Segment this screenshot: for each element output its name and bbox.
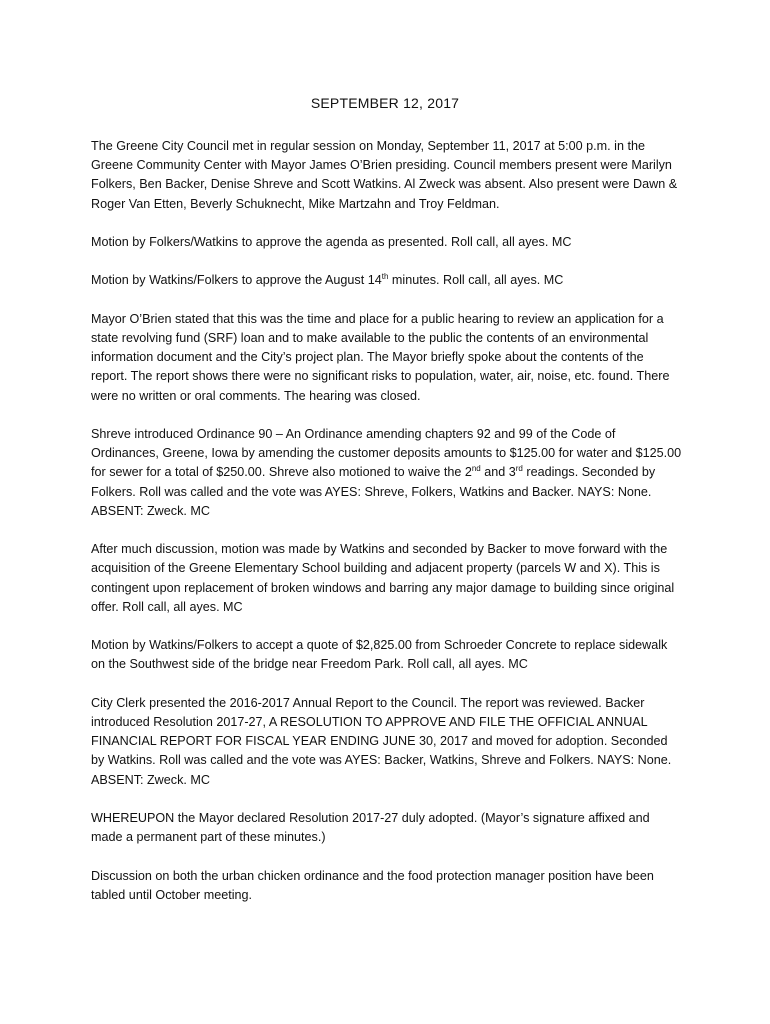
minutes-paragraph	[91, 233, 683, 252]
paragraph-text: Motion by Watkins/Folkers to accept a quote of $2,825.00 from Schroeder Concrete to replace sidewalk on the Southwest side of the bridge near Freedom Park. Roll call, all ayes. MC	[91, 638, 668, 672]
paragraph-text: Shreve introduced Ordinance 90 – An Ordinance amending chapters 92 and 99 of the Code of Ordinances, Greene, Iowa by amending the customer deposits amounts to $125.00 for water and $125.00 for sewer for a total of $250.00. Shreve also motioned to waive the 2	[91, 426, 682, 480]
minutes-paragraph	[91, 310, 683, 406]
ordinal-suffix: rd	[515, 464, 523, 474]
paragraph-text: Motion by Folkers/Watkins to approve the agenda as presented. Roll call, all ayes. MC	[91, 235, 572, 249]
paragraph-text: readings. Seconded by Folkers. Roll was called and the vote was AYES: Shreve, Folkers, Watkins and Backer. NAYS: None. ABSENT: Zweck. MC	[91, 465, 656, 518]
minutes-paragraph	[91, 137, 683, 214]
ordinal-suffix: nd	[471, 464, 481, 474]
minutes-paragraph	[91, 425, 683, 521]
paragraph-text: minutes. Roll call, all ayes. MC	[388, 273, 564, 288]
paragraph-text: Discussion on both the urban chicken ordinance and the food protection manager position have been tabled until October meeting.	[91, 868, 654, 902]
paragraph-text: After much discussion, motion was made by Watkins and seconded by Backer to move forward with the acquisition of the Greene Elementary School building and adjacent property (parcels W and X). This is contingent upon replacement of broken windows and barring any major damage to building since original offer. Roll call, all ayes. MC	[91, 542, 675, 614]
minutes-paragraph	[91, 636, 683, 674]
paragraph-text: Motion by Watkins/Folkers to approve the August 14	[91, 273, 382, 288]
minutes-body	[91, 137, 683, 924]
paragraph-text: WHEREUPON the Mayor declared Resolution 2017-27 duly adopted. (Mayor’s signature affixed and made a permanent part of these minutes.)	[91, 810, 650, 845]
paragraph-text: City Clerk presented the 2016-2017 Annual Report to the Council. The report was reviewed. Backer introduced Resolution 2017-27, A RESOLUTION TO APPROVE AND FILE THE OFFICIAL ANNUAL FINANCIAL REPORT FOR FISCAL YEAR ENDING JUNE 30, 2017 and moved for adoption. Seconded by Watkins. Roll was called and the vote was AYES: Backer, Watkins, Shreve and Folkers. NAYS: None. ABSENT: Zweck. MC	[91, 695, 672, 787]
minutes-paragraph	[91, 694, 683, 790]
paragraph-text: The Greene City Council met in regular session on Monday, September 11, 2017 at 5:00 p.m. in the Greene Community Center with Mayor James O’Brien presiding. Council members present were Marilyn Folkers, Ben Backer, Denise Shreve and Scott Watkins. Al Zweck was absent. Also present were Dawn & Roger Van Etten, Beverly Schuknecht, Mike Martzahn and Troy Feldman.	[91, 139, 678, 211]
page-title: SEPTEMBER 12, 2017	[310, 95, 460, 111]
minutes-paragraph	[91, 867, 683, 905]
ordinal-suffix: th	[381, 272, 389, 282]
minutes-paragraph	[91, 809, 683, 847]
paragraph-text: Mayor O’Brien stated that this was the time and place for a public hearing to review an application for a state revolving fund (SRF) loan and to make available to the public the contents of an environmental information document and the City’s project plan. The Mayor briefly spoke about the contents of the report. The report shows there were no significant risks to population, water, air, noise, etc. found. There were no written or oral comments. The hearing was closed.	[91, 311, 670, 403]
minutes-paragraph	[91, 540, 683, 617]
paragraph-text: and 3	[480, 465, 516, 480]
minutes-paragraph	[91, 271, 683, 290]
